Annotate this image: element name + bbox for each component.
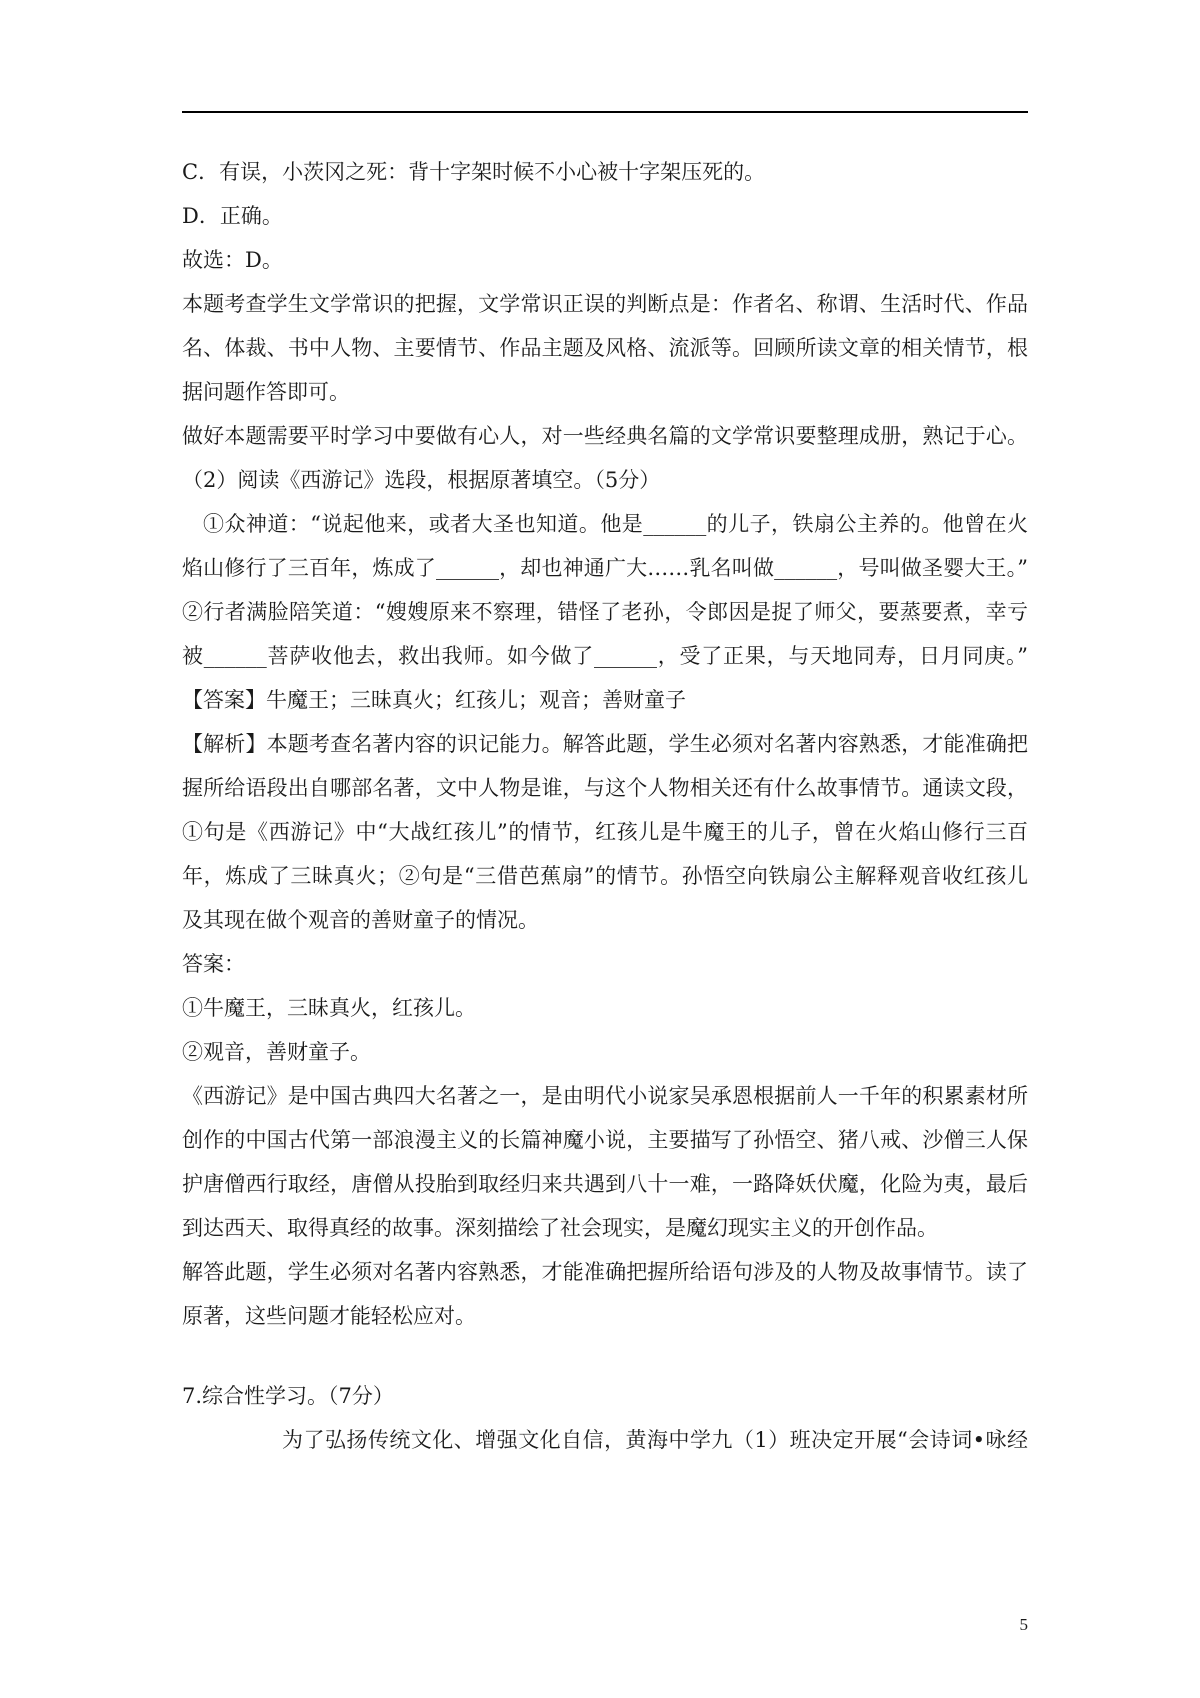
text-line: 名、体裁、书中人物、主要情节、作品主题及风格、流派等。回顾所读文章的相关情节，根 (182, 336, 1028, 360)
text-line: 据问题作答即可。 (182, 380, 350, 404)
text-line: 焰山修行了三百年，炼成了______，却也神通广大……乳名叫做______，号叫做圣婴大王。” (182, 556, 1028, 580)
text-line: （2）阅读《西游记》选段，根据原著填空。（5分） (182, 468, 661, 492)
text-line: 做好本题需要平时学习中要做有心人，对一些经典名篇的文学常识要整理成册，熟记于心。 (182, 424, 1028, 448)
text-line: ①句是《西游记》中“大战红孩儿”的情节，红孩儿是牛魔王的儿子，曾在火焰山修行三百 (182, 820, 1028, 844)
text-line: C．有误，小茨冈之死：背十字架时候不小心被十字架压死的。 (182, 160, 766, 184)
text-line: 故选：D。 (182, 248, 283, 272)
text-line: 护唐僧西行取经，唐僧从投胎到取经归来共遇到八十一难，一路降妖伏魔，化险为夷，最后 (182, 1172, 1028, 1196)
text-line: 握所给语段出自哪部名著，文中人物是谁，与这个人物相关还有什么故事情节。通读文段， (182, 776, 1028, 800)
page-number: 5 (1019, 1615, 1028, 1634)
text-line: 【答案】牛魔王；三昧真火；红孩儿；观音；善财童子 (182, 688, 686, 712)
text-line: ①众神道：“说起他来，或者大圣也知道。他是______的儿子，铁扇公主养的。他曾在火 (203, 512, 1028, 536)
text-line: ②观音，善财童子。 (182, 1040, 371, 1064)
text-line: ①牛魔王，三昧真火，红孩儿。 (182, 996, 476, 1020)
text-line: 被______菩萨收他去，救出我师。如今做了______，受了正果，与天地同寿，日月同庚。” (182, 644, 1028, 668)
text-line: 答案： (182, 952, 245, 976)
text-line: 《西游记》是中国古典四大名著之一，是由明代小说家吴承恩根据前人一千年的积累素材所 (182, 1084, 1028, 1108)
text-line: 创作的中国古代第一部浪漫主义的长篇神魔小说，主要描写了孙悟空、猪八戒、沙僧三人保 (182, 1128, 1028, 1152)
text-line: 7.综合性学习。（7分） (182, 1384, 394, 1408)
text-line: 本题考查学生文学常识的把握，文学常识正误的判断点是：作者名、称谓、生活时代、作品 (182, 292, 1028, 316)
header-rule (182, 111, 1028, 113)
text-line: 【解析】本题考查名著内容的识记能力。解答此题，学生必须对名著内容熟悉，才能准确把 (182, 732, 1028, 756)
text-line: 原著，这些问题才能轻松应对。 (182, 1304, 476, 1328)
document-body (182, 150, 1028, 1462)
text-line: 解答此题，学生必须对名著内容熟悉，才能准确把握所给语句涉及的人物及故事情节。读了 (182, 1260, 1028, 1284)
text-line: 及其现在做个观音的善财童子的情况。 (182, 908, 539, 932)
text-line: ②行者满脸陪笑道：“嫂嫂原来不察理，错怪了老孙，令郎因是捉了师父，要蒸要煮，幸亏 (182, 600, 1028, 624)
text-line: 为了弘扬传统文化、增强文化自信，黄海中学九（1）班决定开展“会诗词•咏经 (282, 1428, 1028, 1452)
text-line: 年，炼成了三昧真火；②句是“三借芭蕉扇”的情节。孙悟空向铁扇公主解释观音收红孩儿 (182, 864, 1028, 888)
text-line: D．正确。 (182, 204, 283, 228)
text-line: 到达西天、取得真经的故事。深刻描绘了社会现实，是魔幻现实主义的开创作品。 (182, 1216, 938, 1240)
paragraph-gap (182, 1338, 1028, 1374)
